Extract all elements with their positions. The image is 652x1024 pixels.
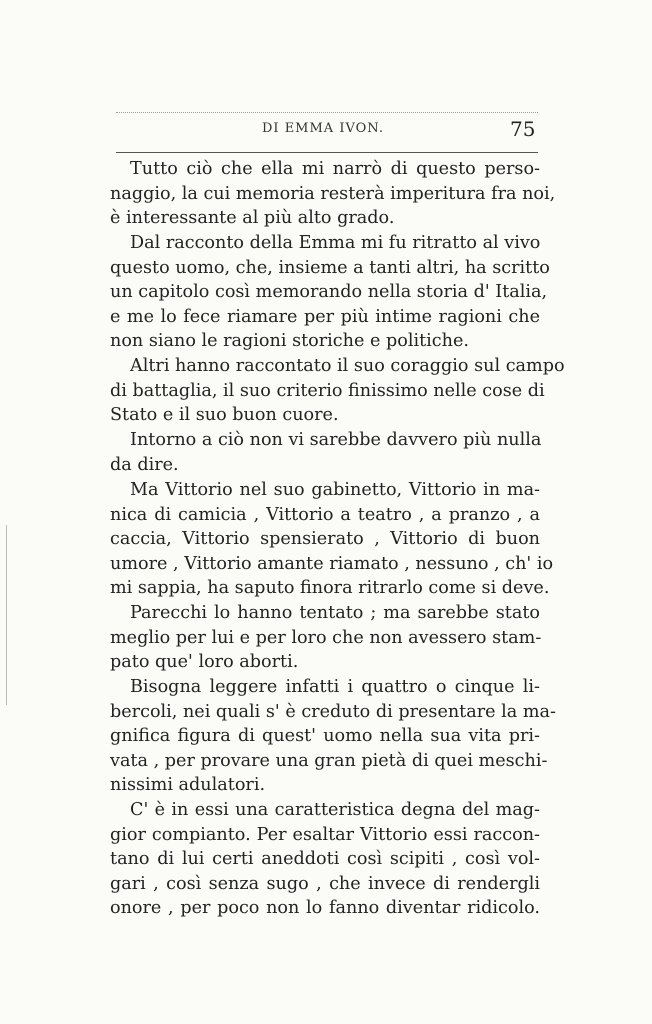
text-line: Intorno a ciò non vi sarebbe davvero più nulla — [130, 430, 542, 450]
paragraph-2 — [110, 231, 550, 354]
text-line: onore , per poco non lo fanno diventar ridicolo. — [110, 898, 540, 919]
text-line: non siano le ragioni storiche e politiche. — [110, 331, 469, 352]
text-line: questo uomo, che, insieme a tanti altri, ha scritto — [110, 257, 550, 278]
text-line: nissimi adulatori. — [110, 775, 266, 796]
paragraph-5 — [110, 478, 554, 601]
text-line: è interessante al più alto grado. — [110, 208, 395, 229]
text-line: da dire. — [110, 454, 179, 475]
text-line: caccia, Vittorio spensierato , Vittorio di buon — [110, 529, 540, 550]
text-line: Tutto ciò che ella mi narrò di questo perso- — [130, 159, 540, 179]
text-line: naggio, la cui memoria resterà imperitura fra noi, — [110, 183, 556, 204]
text-line: vata , per provare una gran pietà di quei meschi- — [110, 750, 548, 771]
text-line: Dal racconto della Emma mi fu ritratto al vivo — [130, 233, 541, 253]
text-line: gior compianto. Per esaltar Vittorio essi raccon- — [110, 824, 540, 845]
text-line: di battaglia, il suo criterio finissimo nelle cose di — [110, 380, 545, 401]
margin-scan-mark — [6, 525, 7, 705]
paragraph-7 — [110, 675, 556, 798]
text-line: bercoli, nei quali s' è creduto di presentare la ma- — [110, 701, 556, 722]
top-decorative-rule — [116, 112, 538, 113]
text-line: gari , così senza sugo , che invece di rendergli — [110, 873, 540, 894]
page-number: 75 — [510, 117, 536, 141]
text-line: mi sappia, ha saputo finora ritrarlo come si deve. — [110, 578, 550, 599]
text-line: C' è in essi una caratteristica degna del mag- — [130, 800, 540, 820]
running-head: DI EMMA IVON. — [262, 121, 384, 136]
paragraph-8 — [110, 798, 540, 921]
text-line: un capitolo così memorando nella storia d' Italia, — [110, 282, 548, 303]
text-line: Altri hanno raccontato il suo coraggio sul campo — [130, 356, 565, 376]
text-line: Ma Vittorio nel suo gabinetto, Vittorio in ma- — [130, 480, 540, 500]
paragraph-1 — [110, 157, 556, 231]
text-line: Stato e il suo buon cuore. — [110, 405, 339, 426]
text-line: meglio per lui e per loro che non avessero stam- — [110, 627, 542, 648]
text-line: tano di lui certi aneddoti così scipiti , così vol- — [110, 849, 540, 870]
paragraph-4 — [110, 428, 540, 477]
text-line: pato que' loro aborti. — [110, 652, 299, 673]
text-line: nica di camicia , Vittorio a teatro , a pranzo , a — [110, 504, 540, 525]
text-line: Bisogna leggere infatti i quattro o cinque li- — [130, 677, 540, 697]
paragraph-3 — [110, 354, 565, 428]
text-line: Parecchi lo hanno tentato ; ma sarebbe stato — [130, 603, 540, 623]
paragraph-6 — [110, 601, 540, 675]
text-line: umore , Vittorio amante riamato , nessuno , ch' io — [110, 553, 554, 574]
text-line: e me lo fece riamare per più intime ragioni che — [110, 306, 540, 327]
header-rule — [116, 152, 538, 153]
text-line: gnifica figura di quest' uomo nella sua vita pri- — [110, 726, 540, 747]
